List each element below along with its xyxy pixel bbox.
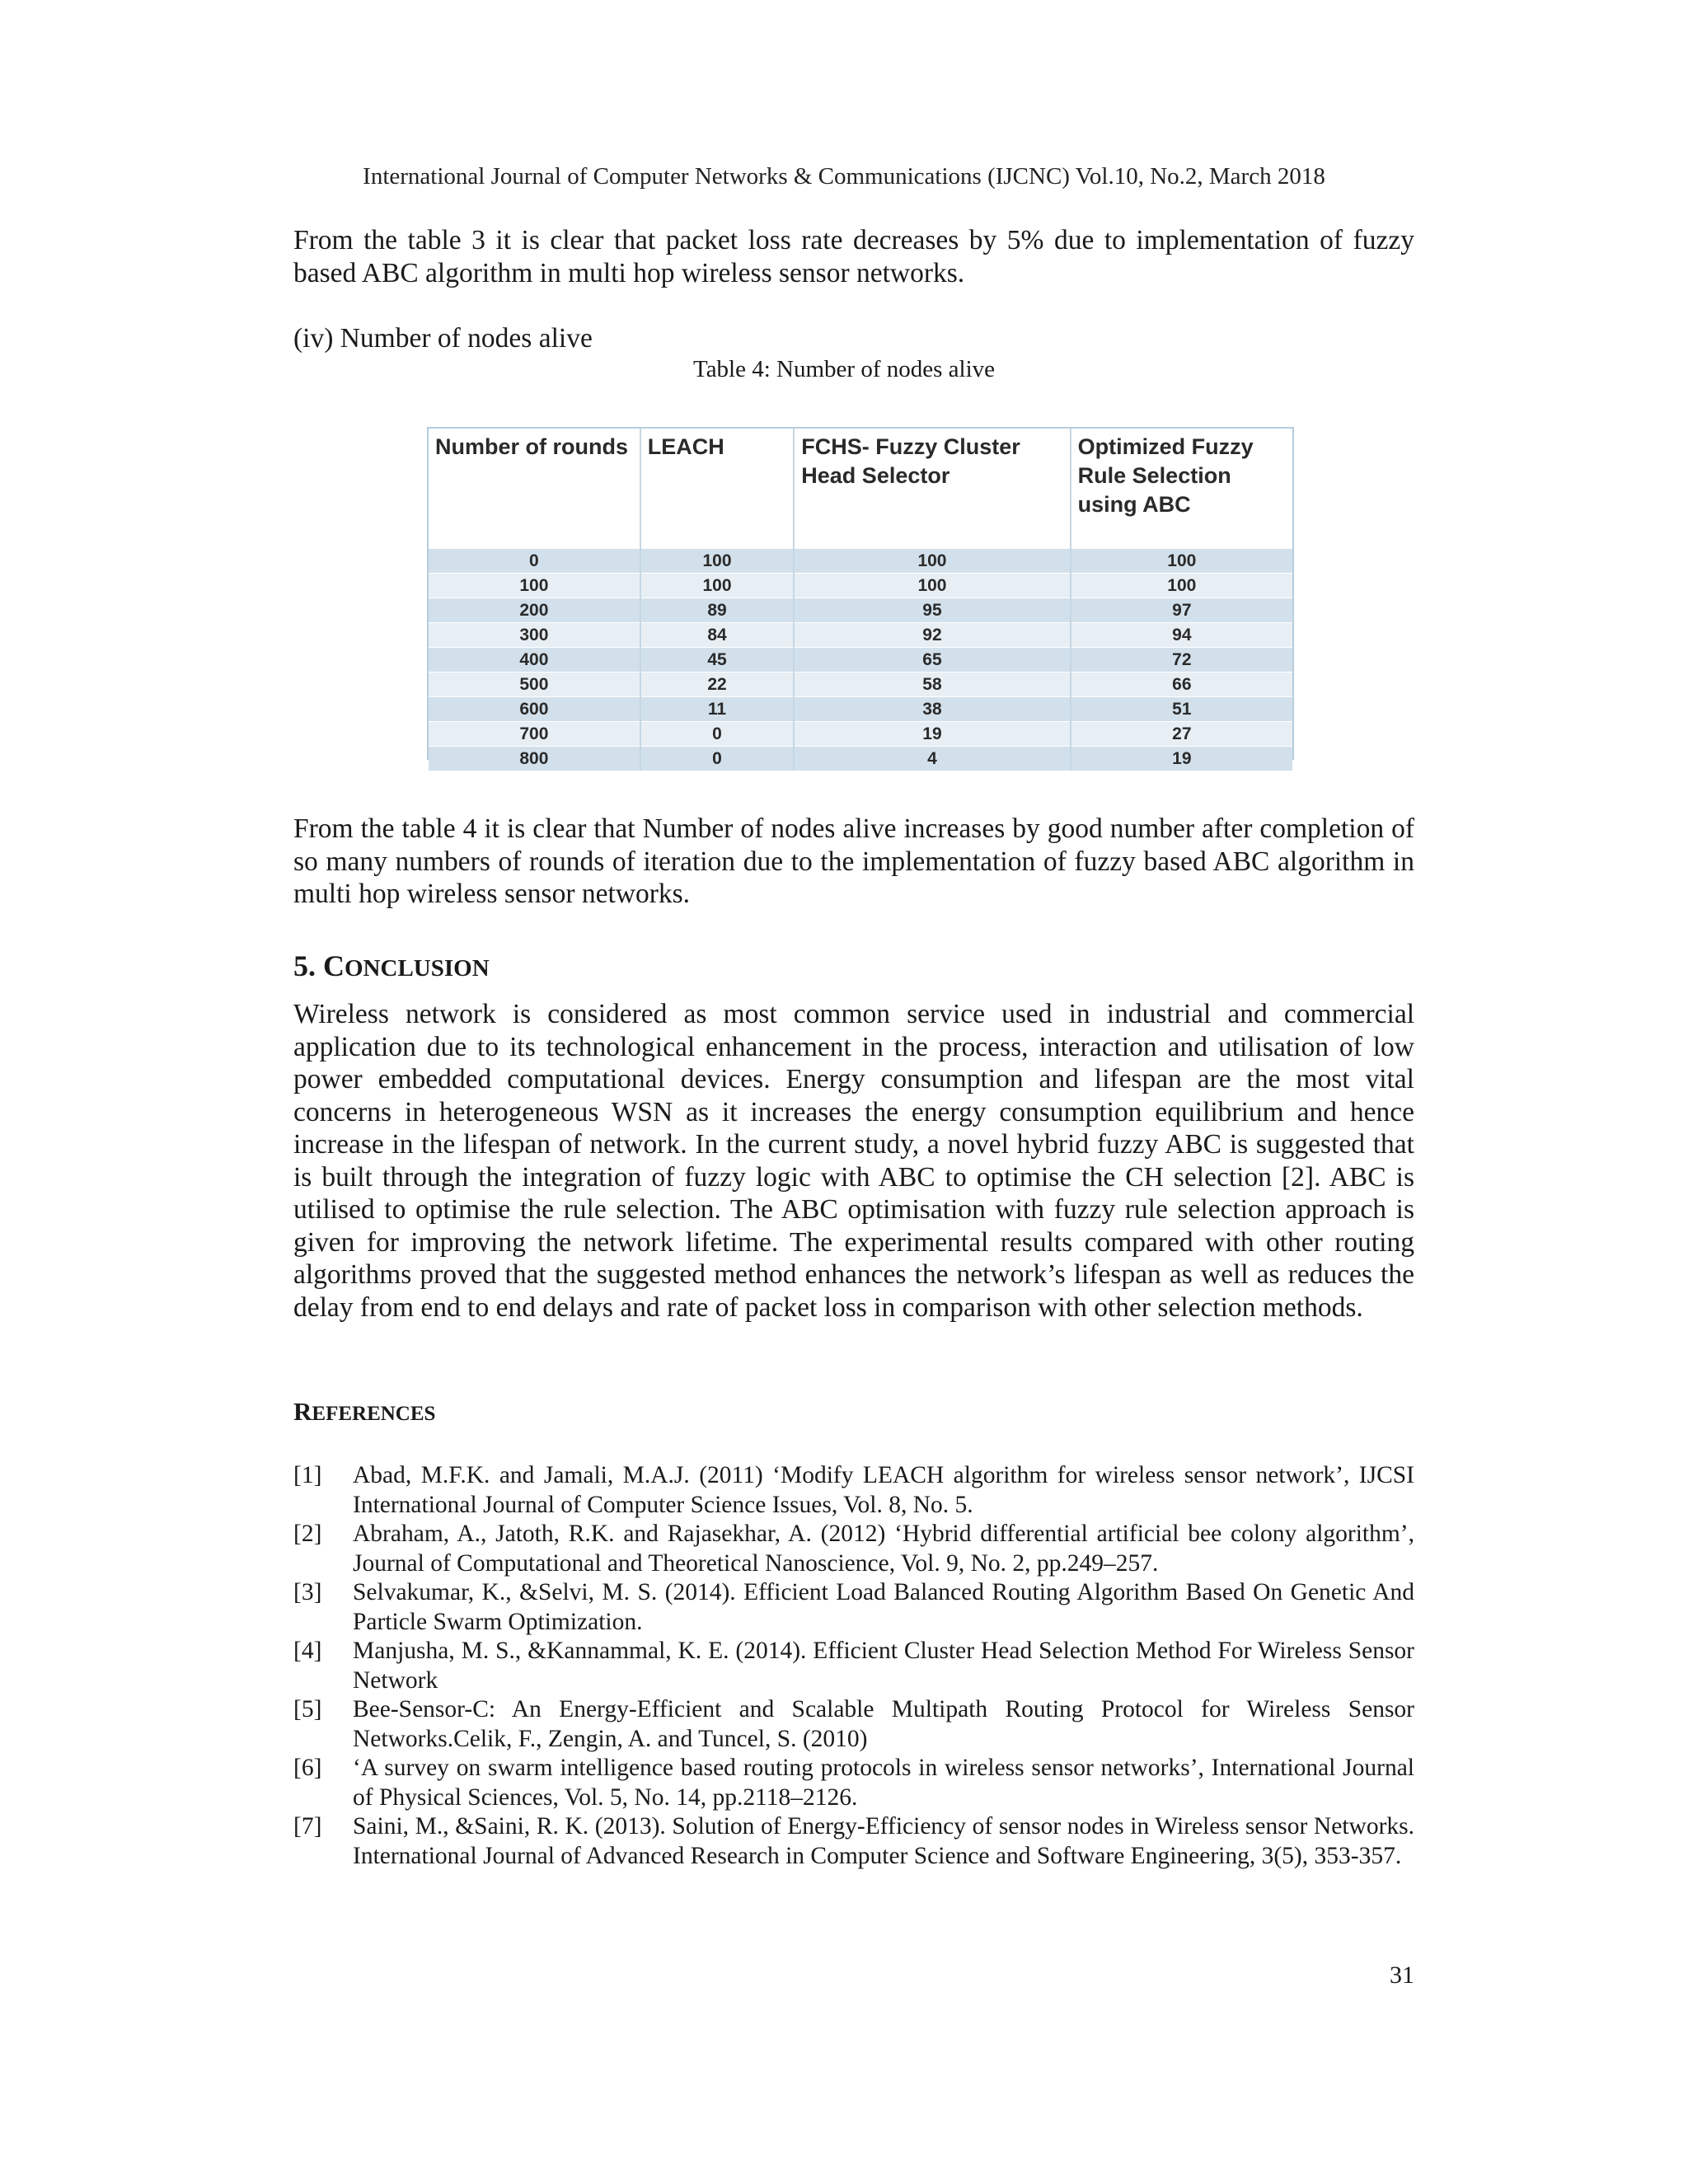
table-row bbox=[429, 673, 1292, 697]
reference-item bbox=[293, 1695, 1414, 1754]
col-header-leach: LEACH bbox=[640, 429, 795, 549]
cell-fchs: 92 bbox=[794, 623, 1070, 648]
cell-rounds: 600 bbox=[429, 697, 640, 722]
cell-optimized: 94 bbox=[1071, 623, 1292, 648]
paragraph-table3-summary: From the table 3 it is clear that packet loss rate decreases by 5% due to implementation of fuzzy based ABC algorithm in multi hop wireless sensor networks. bbox=[293, 225, 1414, 288]
cell-fchs: 65 bbox=[794, 648, 1070, 673]
cell-optimized: 66 bbox=[1071, 673, 1292, 697]
section-heading-conclusion bbox=[293, 949, 490, 983]
reference-number: [1] bbox=[293, 1462, 322, 1488]
cell-fchs: 100 bbox=[794, 549, 1070, 574]
reference-number: [5] bbox=[293, 1696, 322, 1722]
section-title-rest: ONCLUSION bbox=[345, 955, 490, 982]
table-4 bbox=[427, 427, 1294, 768]
cell-rounds: 0 bbox=[429, 549, 640, 574]
cell-leach: 89 bbox=[640, 598, 795, 623]
col-header-rounds: Number of rounds bbox=[429, 429, 640, 549]
cell-optimized: 72 bbox=[1071, 648, 1292, 673]
cell-optimized: 51 bbox=[1071, 697, 1292, 722]
cell-leach: 0 bbox=[640, 747, 795, 771]
table-row bbox=[429, 747, 1292, 771]
cell-fchs: 100 bbox=[794, 574, 1070, 598]
table-caption: Table 4: Number of nodes alive bbox=[693, 356, 995, 382]
cell-rounds: 500 bbox=[429, 673, 640, 697]
cell-leach: 84 bbox=[640, 623, 795, 648]
reference-text: Saini, M., &Saini, R. K. (2013). Solution of Energy-Efficiency of sensor nodes in Wireless sensor Networks. International Journal of Advanced Research in Computer Science and Software Engineering, 3(5), 353-357. bbox=[353, 1813, 1414, 1869]
cell-optimized: 97 bbox=[1071, 598, 1292, 623]
reference-number: [2] bbox=[293, 1521, 322, 1547]
nodes-alive-table bbox=[429, 429, 1292, 771]
reference-item bbox=[293, 1754, 1414, 1812]
references-heading bbox=[293, 1397, 435, 1427]
cell-leach: 0 bbox=[640, 722, 795, 747]
cell-fchs: 95 bbox=[794, 598, 1070, 623]
references-title-first: R bbox=[293, 1397, 312, 1426]
cell-leach: 22 bbox=[640, 673, 795, 697]
cell-fchs: 19 bbox=[794, 722, 1070, 747]
table-row bbox=[429, 648, 1292, 673]
reference-text: Selvakumar, K., &Selvi, M. S. (2014). Efficient Load Balanced Routing Algorithm Based On Genetic And Particle Swarm Optimization. bbox=[353, 1579, 1414, 1635]
reference-list bbox=[293, 1461, 1414, 1871]
cell-fchs: 58 bbox=[794, 673, 1070, 697]
references-title-rest: EFERENCES bbox=[312, 1403, 436, 1425]
reference-item bbox=[293, 1461, 1414, 1520]
cell-rounds: 400 bbox=[429, 648, 640, 673]
cell-rounds: 700 bbox=[429, 722, 640, 747]
table-row bbox=[429, 598, 1292, 623]
cell-fchs: 38 bbox=[794, 697, 1070, 722]
cell-rounds: 300 bbox=[429, 623, 640, 648]
subheading-nodes-alive: (iv) Number of nodes alive bbox=[293, 323, 593, 354]
reference-item bbox=[293, 1637, 1414, 1695]
table-row bbox=[429, 574, 1292, 598]
cell-optimized: 100 bbox=[1071, 574, 1292, 598]
paragraph-table4-summary: From the table 4 it is clear that Number of nodes alive increases by good number after completion of so many numbers of rounds of iteration due to the implementation of fuzzy based ABC algorithm in multi hop wireless sensor networks. bbox=[293, 813, 1414, 909]
col-header-optimized: Optimized Fuzzy Rule Selection using ABC bbox=[1071, 429, 1292, 549]
cell-rounds: 100 bbox=[429, 574, 640, 598]
journal-header: International Journal of Computer Networks & Communications (IJCNC) Vol.10, No.2, March 2018 bbox=[363, 163, 1325, 190]
page-number: 31 bbox=[1390, 1961, 1414, 1989]
col-header-fchs: FCHS- Fuzzy Cluster Head Selector bbox=[794, 429, 1070, 549]
section-number: 5. C bbox=[293, 949, 345, 982]
cell-optimized: 100 bbox=[1071, 549, 1292, 574]
reference-item bbox=[293, 1520, 1414, 1578]
reference-text: Abraham, A., Jatoth, R.K. and Rajasekhar, A. (2012) ‘Hybrid differential artificial bee colony algorithm’, Journal of Computational and Theoretical Nanoscience, Vol. 9, No. 2, pp.249–257. bbox=[353, 1521, 1414, 1577]
table-header-row bbox=[429, 429, 1292, 549]
table-row bbox=[429, 549, 1292, 574]
reference-item bbox=[293, 1812, 1414, 1871]
reference-text: ‘A survey on swarm intelligence based routing protocols in wireless sensor networks’, International Journal of Physical Sciences, Vol. 5, No. 14, pp.2118–2126. bbox=[353, 1755, 1414, 1811]
reference-text: Bee-Sensor-C: An Energy-Efficient and Scalable Multipath Routing Protocol for Wireless Sensor Networks.Celik, F., Zengin, A. and Tuncel, S. (2010) bbox=[353, 1696, 1414, 1752]
reference-text: Abad, M.F.K. and Jamali, M.A.J. (2011) ‘Modify LEACH algorithm for wireless sensor network’, IJCSI International Journal of Computer Science Issues, Vol. 8, No. 5. bbox=[353, 1462, 1414, 1518]
cell-rounds: 200 bbox=[429, 598, 640, 623]
table-row bbox=[429, 722, 1292, 747]
cell-leach: 100 bbox=[640, 574, 795, 598]
reference-number: [6] bbox=[293, 1755, 322, 1781]
cell-leach: 45 bbox=[640, 648, 795, 673]
table-row bbox=[429, 623, 1292, 648]
table-row bbox=[429, 697, 1292, 722]
reference-number: [4] bbox=[293, 1638, 322, 1664]
cell-leach: 100 bbox=[640, 549, 795, 574]
conclusion-paragraph: Wireless network is considered as most common service used in industrial and commercial application due to its technological enhancement in the process, interaction and utilisation of low power embedded computational devices. Energy consumption and lifespan are the most vital concerns in heterogeneous WSN as it increases the energy consumption equilibrium and hence increase in the lifespan of network. In the current study, a novel hybrid fuzzy ABC is suggested that is built through the integration of fuzzy logic with ABC to optimise the CH selection [2]. ABC is utilised to optimise the rule selection. The ABC optimisation with fuzzy rule selection approach is given for improving the network lifetime. The experimental results compared with other routing algorithms proved that the suggested method enhances the network’s lifespan as well as reduces the delay from end to end delays and rate of packet loss in comparison with other selection methods. bbox=[293, 999, 1414, 1323]
cell-optimized: 19 bbox=[1071, 747, 1292, 771]
cell-rounds: 800 bbox=[429, 747, 640, 771]
cell-fchs: 4 bbox=[794, 747, 1070, 771]
reference-number: [7] bbox=[293, 1813, 322, 1840]
reference-number: [3] bbox=[293, 1579, 322, 1605]
cell-leach: 11 bbox=[640, 697, 795, 722]
reference-item bbox=[293, 1578, 1414, 1637]
cell-optimized: 27 bbox=[1071, 722, 1292, 747]
reference-text: Manjusha, M. S., &Kannammal, K. E. (2014). Efficient Cluster Head Selection Method For Wireless Sensor Network bbox=[353, 1638, 1414, 1694]
